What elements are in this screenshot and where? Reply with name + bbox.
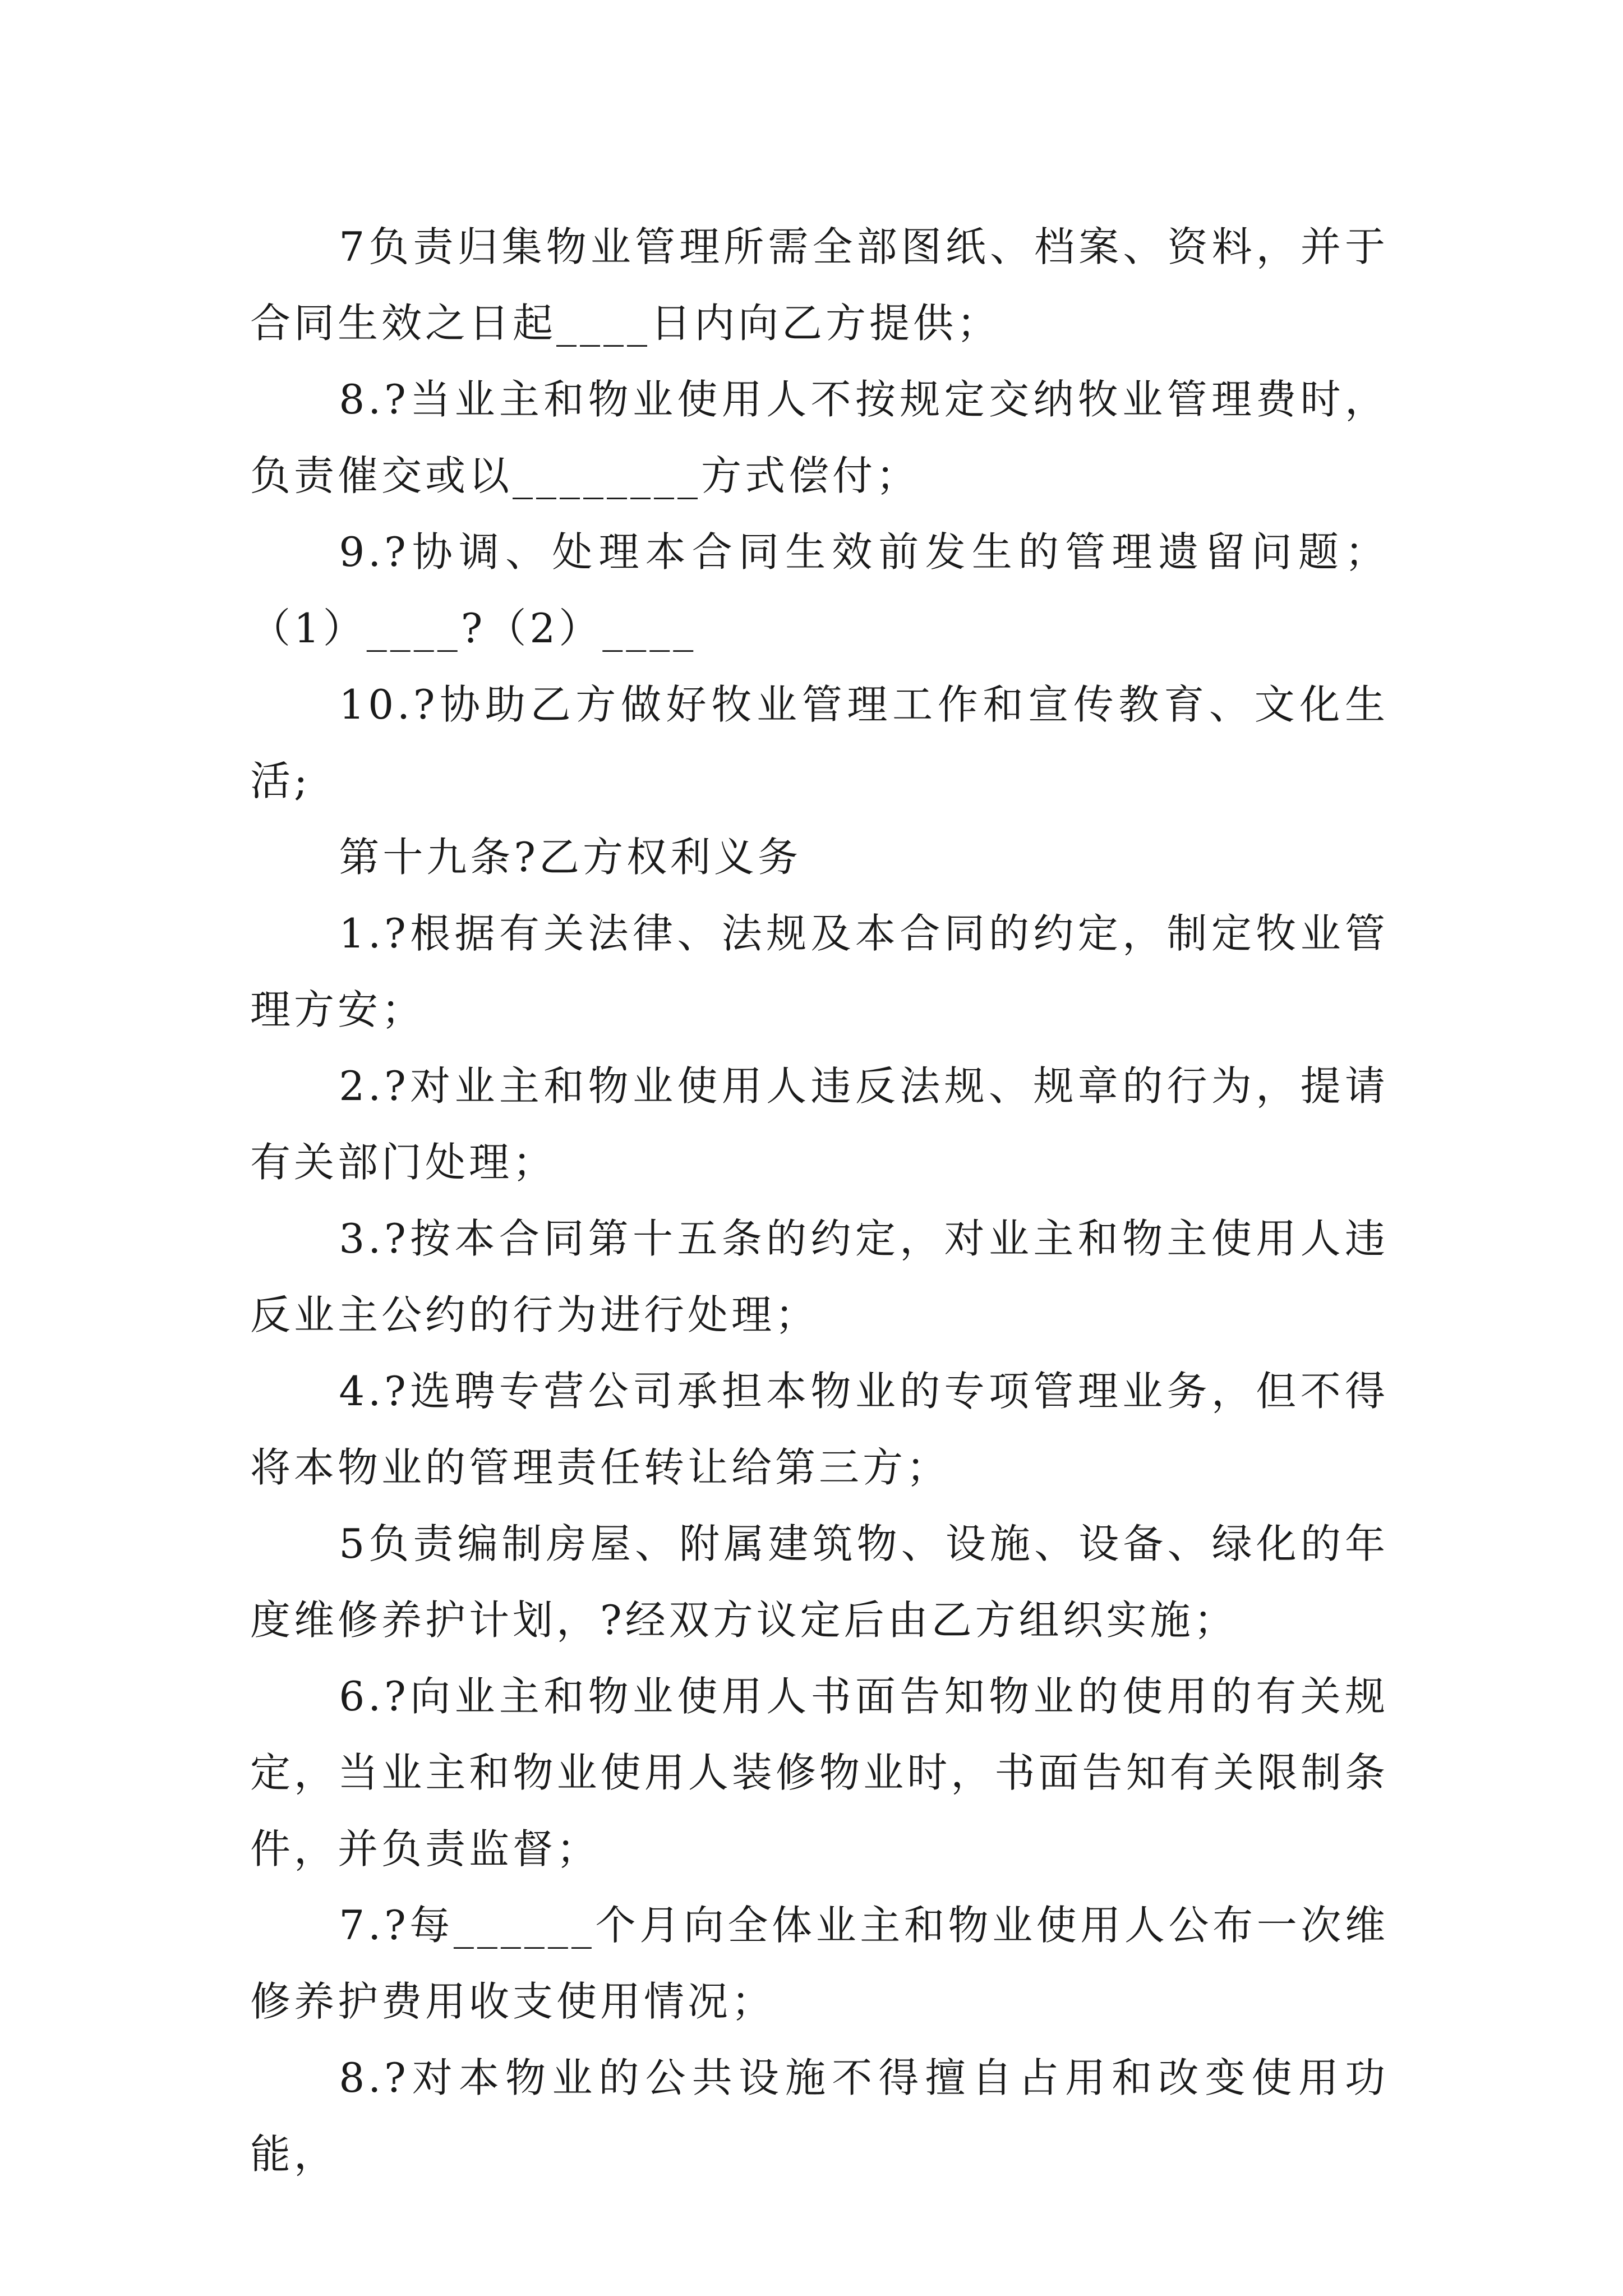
paragraph-12: 7.?每______个月向全体业主和物业使用人公布一次维修养护费用收支使用情况； bbox=[250, 1902, 1389, 2025]
paragraph-7: 2.?对业主和物业使用人违反法规、规章的行为，提请有关部门处理； bbox=[250, 1062, 1389, 1186]
paragraph-10: 5负责编制房屋、附属建筑物、设施、设备、绿化的年度维修养护计划，?经双方议定后由乙方组织实施； bbox=[250, 1520, 1389, 1644]
document-body bbox=[250, 209, 1389, 2192]
paragraph-9: 4.?选聘专营公司承担本物业的专项管理业务，但不得将本物业的管理责任转让给第三方； bbox=[250, 1368, 1389, 1491]
paragraph-1: 7负责归集物业管理所需全部图纸、档案、资料，并于合同生效之日起____日内向乙方提供； bbox=[250, 223, 1389, 347]
paragraph-13: 8.?对本物业的公共设施不得擅自占用和改变使用功能， bbox=[250, 2054, 1389, 2178]
paragraph-8: 3.?按本合同第十五条的约定，对业主和物主使用人违反业主公约的行为进行处理； bbox=[250, 1215, 1389, 1338]
paragraph-3: 9.?协调、处理本合同生效前发生的管理遗留问题；（1）____?（2）____ bbox=[250, 528, 1389, 652]
section-heading-article-19: 第十九条?乙方权利义务 bbox=[339, 834, 801, 881]
paragraph-11: 6.?向业主和物业使用人书面告知物业的使用的有关规定，当业主和物业使用人装修物业时，书面告知有关限制条件，并负责监督； bbox=[250, 1673, 1389, 1872]
paragraph-4: 10.?协助乙方做好牧业管理工作和宣传教育、文化生活; bbox=[250, 681, 1389, 804]
paragraph-6: 1.?根据有关法律、法规及本合同的约定，制定牧业管理方安； bbox=[250, 910, 1389, 1033]
paragraph-2: 8.?当业主和物业使用人不按规定交纳牧业管理费时，负责催交或以________方式偿付； bbox=[250, 376, 1389, 499]
